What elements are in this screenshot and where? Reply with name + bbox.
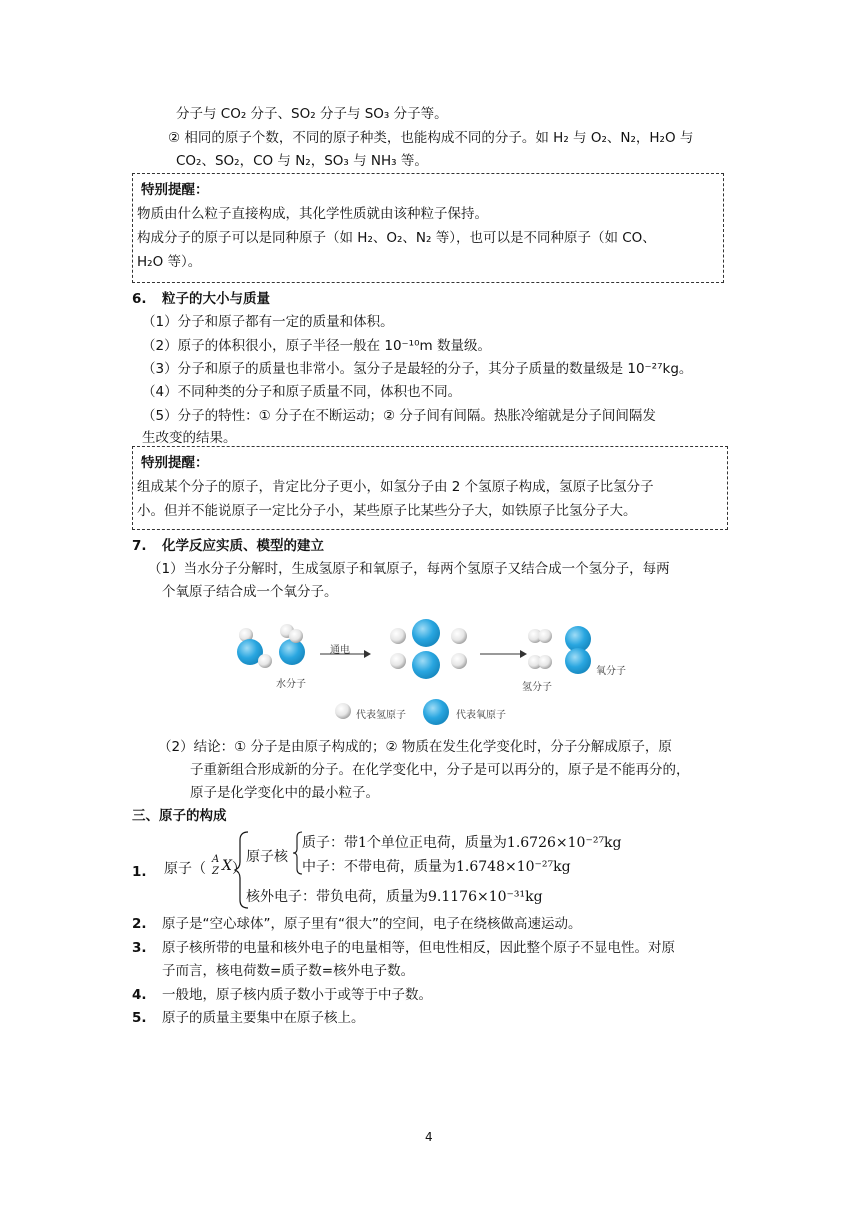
tip-box-1 [132, 173, 724, 283]
list-item: 一般地，原子核内质子数小于或等于中子数。 [162, 987, 432, 1003]
water-molecule [237, 628, 272, 668]
hydrogen-atom [451, 628, 467, 644]
atomic-number: Z [212, 866, 219, 877]
list-item: 原子的质量主要集中在原子核上。 [162, 1010, 365, 1026]
list-item: 原子是“空心球体”，原子里有“很大”的空间，电子在绕核做高速运动。 [162, 916, 582, 932]
hydrogen-molecule [528, 629, 552, 643]
list-item: （1）当水分子分解时，生成氢原子和氧原子，每两个氢原子又结合成一个氢分子，每两 [148, 561, 670, 577]
page-number: 4 [425, 1130, 433, 1144]
legend-oxygen [423, 699, 449, 725]
hydrogen-atom [451, 653, 467, 669]
oxygen-molecule [565, 626, 591, 674]
element-symbol: X [222, 858, 232, 874]
sec5-line1: 分子与 CO₂ 分子、SO₂ 分子与 SO₃ 分子等。 [176, 106, 448, 122]
tip-text: 小。但并不能说原子一定比分子小，某些原子比某些分子大，如铁原子比氢分子大。 [137, 503, 637, 519]
list-item: 原子是化学变化中的最小粒子。 [190, 785, 379, 801]
hydrogen-molecule-label: 氢分子 [522, 682, 552, 693]
legend-oxygen-label: 代表氧原子 [456, 710, 506, 721]
electrolysis-diagram [230, 615, 650, 730]
arrow-label: 通电 [330, 645, 350, 656]
electron-line: 核外电子：带负电荷，质量为9.1176×10⁻³¹kg [246, 889, 543, 905]
tip-text: 组成某个分子的原子，肯定比分子更小，如氢分子由 2 个氢原子构成，氢原子比氢分子 [137, 479, 654, 495]
list-item: （1）分子和原子都有一定的质量和体积。 [142, 314, 394, 330]
part-title: 三、原子的构成 [132, 808, 227, 824]
sec5-line3: CO₂、SO₂，CO 与 N₂，SO₃ 与 NH₃ 等。 [176, 153, 428, 169]
water-molecule [279, 624, 305, 665]
item-number: 3. [132, 940, 147, 956]
hydrogen-atom [390, 653, 406, 669]
item-number: 5. [132, 1010, 147, 1026]
oxygen-atom [412, 619, 440, 647]
tip-title: 特别提醒： [141, 455, 209, 471]
section-number: 7. [132, 538, 147, 554]
oxygen-atom [412, 651, 440, 679]
list-item: 生改变的结果。 [142, 430, 237, 446]
tip-text: 构成分子的原子可以是同种原子（如 H₂、O₂、N₂ 等），也可以是不同种原子（如 CO、 [137, 230, 656, 246]
list-item: （2）结论：① 分子是由原子构成的；② 物质在发生化学变化时，分子分解成原子，原 [158, 739, 672, 755]
hydrogen-molecule [528, 655, 552, 669]
list-item: 原子核所带的电量和核外电子的电量相等，但电性相反，因此整个原子不显电性。对原 [162, 940, 675, 956]
section-title: 化学反应实质、模型的建立 [162, 538, 324, 554]
list-item: 子而言，核电荷数=质子数=核外电子数。 [162, 963, 415, 979]
hydrogen-atom [390, 628, 406, 644]
legend-hydrogen-label: 代表氢原子 [356, 710, 406, 721]
tip-box-2 [132, 446, 728, 530]
section-number: 6. [132, 291, 147, 307]
atom-close: ） [232, 861, 246, 877]
electrolysis-figure [230, 615, 650, 730]
list-item: （4）不同种类的分子和原子质量不同，体积也不同。 [142, 384, 462, 400]
tip-text: 物质由什么粒子直接构成，其化学性质就由该种粒子保持。 [137, 206, 488, 222]
list-item: 子重新组合形成新的分子。在化学变化中，分子是可以再分的，原子是不能再分的， [190, 762, 690, 778]
atom-label: 原子（ [164, 861, 206, 877]
mass-number: A [212, 854, 220, 865]
list-item: （5）分子的特性：① 分子在不断运动；② 分子间有间隔。热胀冷缩就是分子间间隔发 [142, 408, 656, 424]
list-item: （2）原子的体积很小，原子半径一般在 10⁻¹⁰m 数量级。 [142, 338, 491, 354]
item-number: 2. [132, 916, 147, 932]
sec5-line2: ② 相同的原子个数，不同的原子种类，也能构成不同的分子。如 H₂ 与 O₂、N₂，H₂O 与 [168, 130, 694, 146]
section-title: 粒子的大小与质量 [162, 291, 270, 307]
atom-structure [160, 830, 680, 910]
legend-hydrogen [335, 703, 351, 719]
water-label: 水分子 [276, 679, 306, 690]
nucleus-label: 原子核 [246, 849, 288, 865]
proton-line: 质子：带1个单位正电荷，质量为1.6726×10⁻²⁷kg [302, 835, 622, 851]
item-number: 4. [132, 987, 147, 1003]
list-item: 个氧原子结合成一个氧分子。 [162, 584, 338, 600]
tip-title: 特别提醒： [141, 182, 209, 198]
list-item: （3）分子和原子的质量也非常小。氢分子是最轻的分子，其分子质量的数量级是 10⁻²⁷kg。 [142, 361, 693, 377]
neutron-line: 中子：不带电荷，质量为1.6748×10⁻²⁷kg [302, 859, 571, 875]
item-number: 1. [132, 864, 147, 880]
oxygen-molecule-label: 氧分子 [596, 666, 626, 677]
tip-text: H₂O 等）。 [137, 254, 202, 270]
